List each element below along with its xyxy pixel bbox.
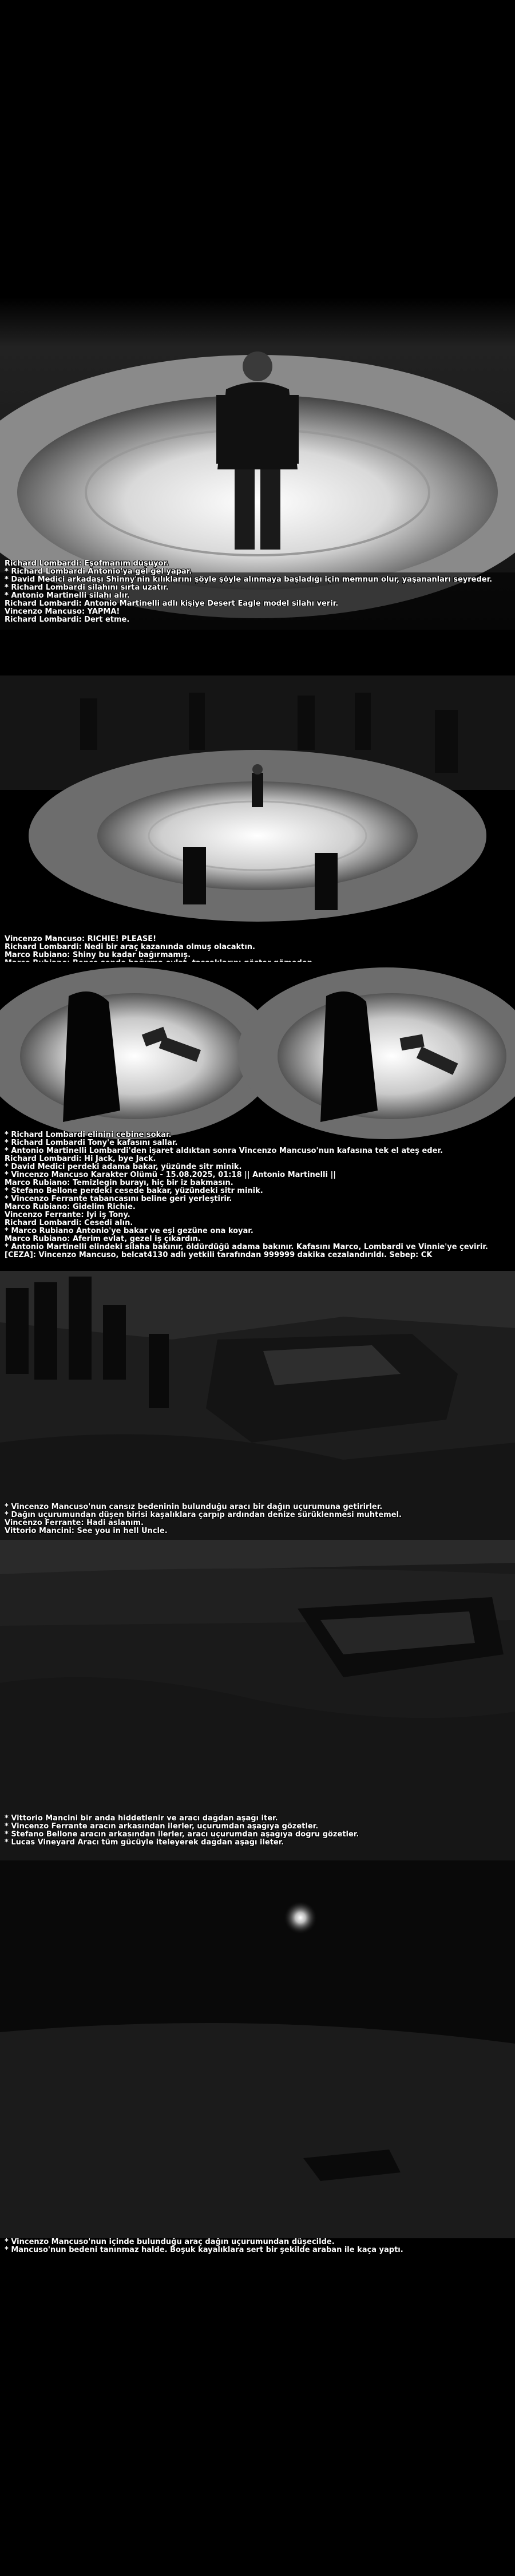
chat-line: Vincenzo Mancuso: YAPMA! — [5, 608, 120, 616]
screenshot-panel-6 — [0, 1540, 515, 1860]
chat-line: * David Medici perdeki adama bakar, yüzünde sitr minik. — [5, 1163, 242, 1171]
light-source — [283, 1901, 318, 1935]
chat-log-5 — [5, 1503, 510, 1535]
scene-car-wreck — [0, 1860, 515, 2284]
chat-line: * Richard Lombardi Tony'e kafasını sallar. — [5, 1139, 178, 1147]
chat-line: * Vittorio Mancini bir anda hiddetlenir ve aracı dağdan aşağı iter. — [5, 1815, 278, 1823]
character-small — [252, 773, 263, 807]
chat-line: * Antonio Martinelli silahı alır. — [5, 592, 130, 600]
chat-line: Richard Lombardi: Antonio Martinelli adlı kişiye Desert Eagle model silahı verir. — [5, 600, 339, 608]
chat-line: * Richard Lombardi Antonio'ya gel gel yapar. — [5, 568, 192, 576]
chat-line: * Vincenzo Mancuso Karakter Ölümü - 15.08.2025, 01:18 || Antonio Martinelli || — [5, 1171, 336, 1179]
chat-log-6 — [5, 1815, 510, 1847]
chat-line: Vincenzo Ferrante: Hadi aslanım. — [5, 1519, 144, 1527]
chat-line: * Vincenzo Ferrante tabancasını beline geri yerleştirir. — [5, 1195, 232, 1203]
chat-line: * Vincenzo Mancuso'nun cansız bedeninin bulunduğu aracı bir dağın uçurumuna getirirler. — [5, 1503, 383, 1511]
screenshot-panel-5 — [0, 1271, 515, 1540]
chat-line: Marco Rubiano: Temizlegin burayı, hiç bir iz bakmasın. — [5, 1179, 233, 1187]
chat-line: * Antonio Martinelli Lombardi'den işaret aldıktan sonra Vincenzo Mancuso'nun kafasına tek el ateş eder. — [5, 1147, 443, 1155]
chat-log-4 — [5, 1131, 510, 1259]
chat-line: Marco Rubiano: Shiny bu kadar bağırmamış. — [5, 951, 191, 959]
chat-line: * Vincenzo Mancuso'nun içinde bulunduğu araç dağın uçurumundan düşecilde. — [5, 2238, 335, 2246]
chat-line: Vittorio Mancini: See you in hell Uncle. — [5, 1527, 168, 1535]
chat-line: * Richard Lombardi silahını sırta uzatır. — [5, 584, 169, 592]
chat-line: * Stefano Bellone perdeki cesede bakar, yüzündeki sitr minik. — [5, 1187, 263, 1195]
chat-line: Richard Lombardi: Cesedi alın. — [5, 1219, 133, 1227]
scene-cliff-car — [0, 1271, 515, 1540]
chat-line: * Lucas Vineyard Aracı tüm gücüyle iteleyerek dağdan aşağı ileter. — [5, 1839, 284, 1847]
chat-line: Marco Rubiano: Gidelim Richie. — [5, 1203, 136, 1211]
chat-log-7 — [5, 2238, 510, 2254]
chat-line: Vincenzo Ferrante: İyi iş Tony. — [5, 1211, 130, 1219]
chat-line: Richard Lombardi: Eşofmanım düşüyor. — [5, 560, 169, 568]
screenshot-panel-3 — [0, 630, 515, 996]
scene-car-falling — [0, 1540, 515, 1860]
chat-line: [CEZA]: Vincenzo Mancuso, belcat4130 adlı yetkili tarafından 999999 dakika cezalandırıldı. Sebep: CK — [5, 1251, 433, 1259]
chat-line: * Marco Rubiano Antonio'ye bakar ve eşi gezüne ona koyar. — [5, 1227, 253, 1235]
chat-line: * David Medici arkadaşı Shinny'nin kılıklarını şöyle şöyle alınmaya başladığı için memnun olur, yaşananları seyreder. — [5, 576, 493, 584]
chat-line: Richard Lombardi: Hi Jack, bye Jack. — [5, 1155, 156, 1163]
chat-line: Marco Rubiano: Aferim evlat, gezel iş çıkardın. — [5, 1235, 201, 1243]
chat-line: * Stefano Bellone aracın arkasından ilerler, aracı uçurumdan aşağıya doğru gözetler. — [5, 1831, 359, 1839]
chat-line: * Mancuso'nun bedeni tanınmaz halde. Boşuk kayalıklara sert bir şekilde araban ile kaça yaptı. — [5, 2246, 403, 2254]
chat-line: Vincenzo Mancuso: RICHIE! PLEASE! — [5, 935, 157, 943]
chat-line: Richard Lombardi: Dert etme. — [5, 616, 130, 624]
chat-line: Richard Lombardi: Nedi bir araç kazanında olmuş olacaktın. — [5, 943, 255, 951]
chat-log-2 — [5, 560, 510, 624]
chat-line: * Richard Lombardi elinini cebine sokar. — [5, 1131, 172, 1139]
chat-line: * Dağın uçurumundan düşen birisi kaşalıklara çarpıp ardından denize sürüklenmesi muhtemel. — [5, 1511, 402, 1519]
screenshot-panel-7 — [0, 1860, 515, 2284]
screenshot-panel-fountain-closeup — [0, 298, 515, 630]
screenshot-panel-4 — [0, 962, 515, 1271]
chat-line: * Vincenzo Ferrante aracın arkasından ilerler, uçurumdan aşağıya gözetler. — [5, 1823, 319, 1831]
chat-line: * Antonio Martinelli elindeki silaha bakınır, öldürdüğü adama bakınır. Kafasını Marco, Lombardi ve Vinnie'ye çevirir. — [5, 1243, 488, 1251]
